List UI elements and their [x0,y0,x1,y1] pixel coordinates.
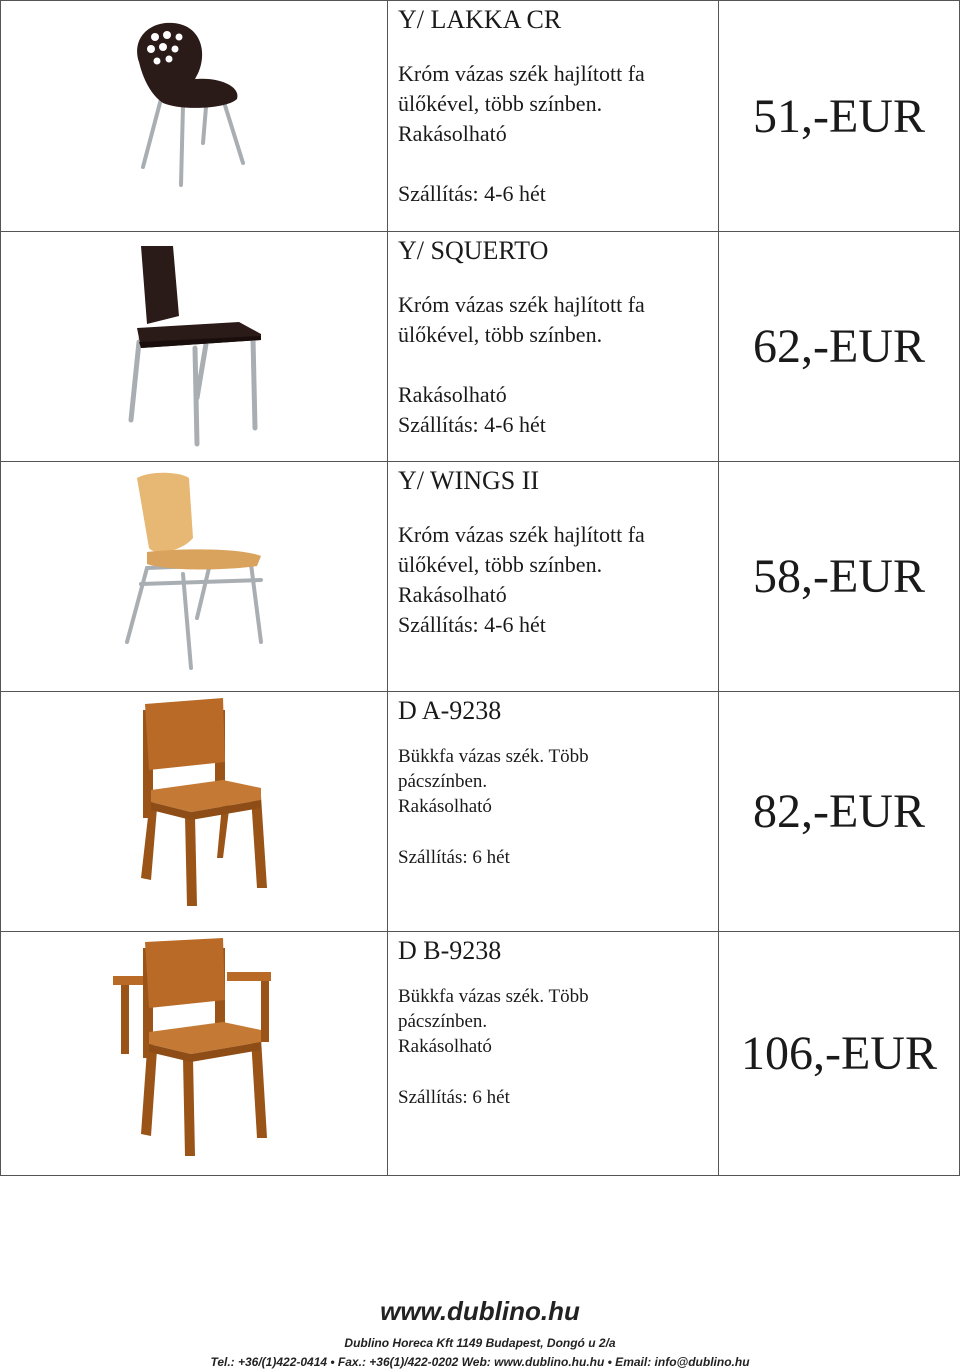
product-row-wings [1,462,960,692]
product-detail: pácszínben. [398,771,488,792]
product-image-cell [1,462,388,692]
product-description-cell [388,932,719,1176]
product-detail: Króm vázas szék hajlított fa [398,292,645,317]
product-price: 62,-EUR [753,320,925,373]
squerto-chair-image [111,238,281,448]
lakka-chair-image [111,7,281,197]
product-price: 106,-EUR [741,1027,937,1080]
product-detail: Rakásolható [398,121,507,146]
spacer [398,1059,718,1085]
contact-info: Tel.: +36/(1)422-0414 • Fax.: +36(1)/422-0202 Web: www.dublino.hu.hu • Email: info@dublino.hu [210,1355,750,1369]
product-image-cell [1,932,388,1176]
delivery-time: Szállítás: 6 hét [398,1087,510,1108]
product-image-cell [1,232,388,462]
product-description-cell [388,462,719,692]
db9238-chair-image [111,938,281,1163]
product-detail: ülőkével, több színben. [398,552,603,577]
product-price: 82,-EUR [753,785,925,838]
product-row-da9238 [1,692,960,932]
product-description [388,692,718,870]
da9238-chair-image [111,698,281,913]
product-row-lakka [1,1,960,232]
price-cell [719,1,960,232]
product-detail: Bükkfa vázas szék. Több [398,986,589,1007]
product-name: Y/ LAKKA CR [398,5,562,34]
website-link[interactable]: www.dublino.hu [380,1296,580,1326]
product-description-cell [388,692,719,932]
product-detail: ülőkével, több színben. [398,91,603,116]
delivery-time: Szállítás: 6 hét [398,847,510,868]
company-address: Dublino Horeca Kft 1149 Budapest, Dongó u 2/a [344,1336,616,1350]
product-name: Y/ WINGS II [398,466,540,495]
price-cell [719,932,960,1176]
product-detail: Rakásolható [398,1036,492,1057]
price-cell [719,462,960,692]
product-name: D B-9238 [398,936,502,965]
product-detail: Bükkfa vázas szék. Több [398,746,589,767]
product-detail: ülőkével, több színben. [398,322,603,347]
product-detail: pácszínben. [398,1011,488,1032]
product-row-db9238 [1,932,960,1176]
delivery-time: Szállítás: 4-6 hét [398,612,546,637]
product-detail: Króm vázas szék hajlított fa [398,61,645,86]
price-cell [719,692,960,932]
delivery-time: Szállítás: 4-6 hét [398,412,546,437]
product-name: D A-9238 [398,696,502,725]
product-description [388,462,718,640]
product-price: 58,-EUR [753,550,925,603]
delivery-time: Szállítás: 4-6 hét [398,181,546,206]
product-detail: Rakásolható [398,796,492,817]
spacer [398,819,718,845]
product-price: 51,-EUR [753,89,925,143]
product-image-cell [1,1,388,232]
price-cell [719,232,960,462]
product-description [388,232,718,440]
product-description [388,1,718,209]
product-row-squerto [1,232,960,462]
wings-chair-image [111,468,281,678]
product-detail: Rakásolható [398,382,507,407]
product-name: Y/ SQUERTO [398,236,549,265]
product-detail: Rakásolható [398,582,507,607]
product-image-cell [1,692,388,932]
spacer [398,149,718,179]
product-description-cell [388,1,719,232]
product-description-cell [388,232,719,462]
product-description [388,932,718,1110]
product-detail: Króm vázas szék hajlított fa [398,522,645,547]
spacer [398,350,718,380]
